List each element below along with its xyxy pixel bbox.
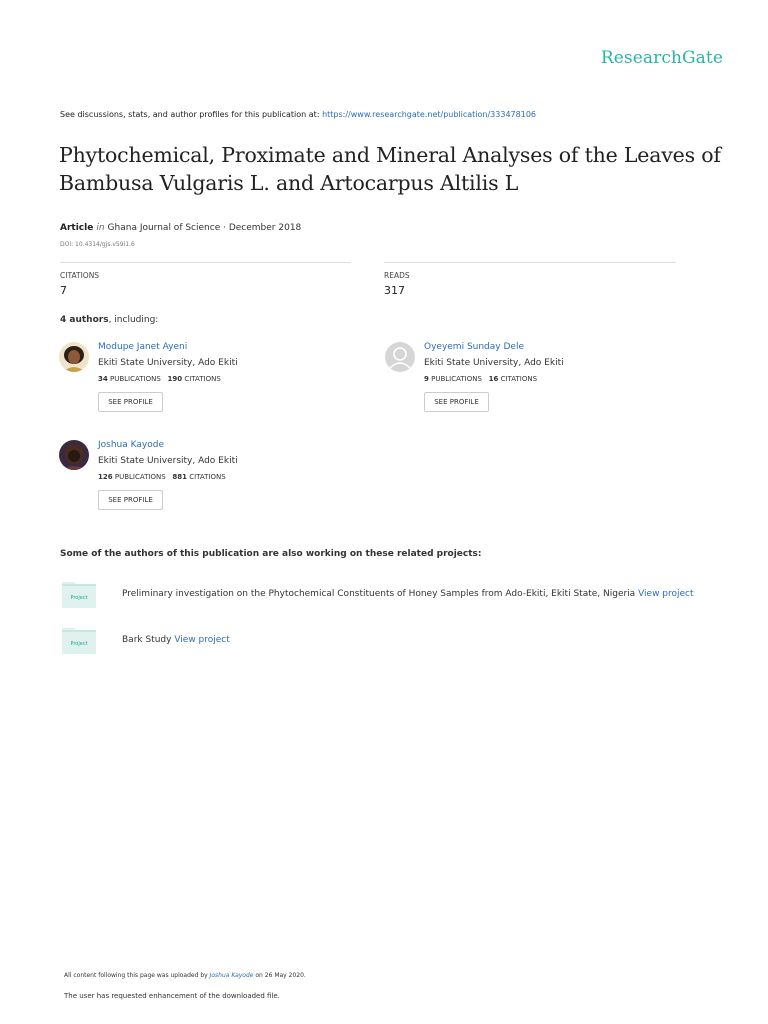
project-name: Bark Study — [122, 635, 172, 645]
related-projects-heading: Some of the authors of this publication are also working on these related projects: — [60, 549, 482, 559]
publications-count: 34 — [98, 375, 108, 383]
author-name[interactable]: Modupe Janet Ayeni — [98, 342, 188, 352]
publication-date: · December 2018 — [223, 223, 302, 233]
citations-count: 190 — [167, 375, 183, 383]
author-counts — [98, 473, 226, 481]
see-profile-button[interactable]: SEE PROFILE — [98, 392, 163, 412]
project-name: Preliminary investigation on the Phytochemical Constituents of Honey Samples from Ado-Ekiti, Ekiti State, Nigeria — [122, 589, 636, 599]
author-affiliation: Ekiti State University, Ado Ekiti — [98, 358, 238, 368]
author-affiliation: Ekiti State University, Ado Ekiti — [424, 358, 564, 368]
citations-label: CITATIONS — [500, 375, 538, 383]
uploader-link[interactable]: Joshua Kayode — [209, 972, 254, 979]
upload-prefix: All content following this page was uploaded by — [64, 972, 208, 979]
default-avatar-icon — [385, 342, 415, 372]
researchgate-logo[interactable]: ResearchGate — [600, 48, 723, 68]
publications-label: PUBLICATIONS — [114, 473, 166, 481]
see-profile-button[interactable]: SEE PROFILE — [98, 490, 163, 510]
project-title — [122, 589, 694, 599]
citations-label: CITATIONS — [189, 473, 226, 481]
project-folder-icon — [62, 626, 96, 654]
reads-label: READS — [384, 271, 410, 280]
author-photo-icon — [59, 342, 89, 372]
citations-count: 881 — [172, 473, 187, 481]
authors-count: 4 authors — [60, 315, 109, 325]
author-avatar[interactable] — [59, 440, 89, 470]
publication-title: Phytochemical, Proximate and Mineral Analyses of the Leaves of Bambusa Vulgaris L. and Artocarpus Altilis L — [59, 143, 721, 195]
citations-label: CITATIONS — [184, 375, 221, 383]
project-folder-icon — [62, 580, 96, 608]
reads-value: 317 — [384, 284, 405, 297]
author-name[interactable]: Joshua Kayode — [98, 440, 164, 450]
project-title — [122, 635, 230, 645]
publications-count: 126 — [98, 473, 113, 481]
doi: DOI: 10.4314/gjs.v59i1.6 — [60, 241, 135, 248]
publications-label: PUBLICATIONS — [109, 375, 161, 383]
journal-name[interactable]: Ghana Journal of Science — [107, 223, 221, 233]
author-card — [59, 342, 339, 422]
author-card — [59, 440, 339, 520]
citations-value: 7 — [60, 284, 67, 297]
upload-suffix: on 26 May 2020. — [255, 972, 306, 979]
related-project — [62, 626, 722, 656]
citations-count: 16 — [488, 375, 499, 383]
related-project — [62, 580, 722, 610]
publication-url-link[interactable]: https://www.researchgate.net/publication/333478106 — [322, 110, 536, 119]
project-icon-label: Project — [70, 595, 88, 601]
author-counts — [424, 375, 537, 383]
author-affiliation: Ekiti State University, Ado Ekiti — [98, 456, 238, 466]
author-name[interactable]: Oyeyemi Sunday Dele — [424, 342, 524, 352]
upload-note — [64, 972, 306, 979]
view-project-link[interactable]: View project — [638, 589, 694, 599]
publication-type: Article — [60, 223, 94, 233]
publications-count: 9 — [424, 375, 429, 383]
view-project-link[interactable]: View project — [174, 635, 230, 645]
authors-including: , including: — [108, 315, 159, 325]
author-avatar[interactable] — [59, 342, 89, 372]
citations-label: CITATIONS — [60, 271, 100, 280]
authors-heading — [60, 315, 158, 325]
discussion-line — [60, 110, 536, 119]
see-profile-button[interactable]: SEE PROFILE — [424, 392, 489, 412]
author-photo-icon — [59, 440, 89, 470]
publication-meta — [60, 223, 301, 233]
author-card — [385, 342, 665, 422]
author-counts — [98, 375, 221, 383]
in-word: in — [96, 223, 105, 233]
enhancement-note: The user has requested enhancement of the downloaded file. — [64, 992, 280, 1000]
citations-divider — [60, 262, 351, 263]
discussion-text: See discussions, stats, and author profiles for this publication at: — [60, 110, 323, 119]
reads-divider — [384, 262, 676, 263]
publications-label: PUBLICATIONS — [431, 375, 482, 383]
project-icon-label: Project — [70, 641, 88, 647]
author-avatar[interactable] — [385, 342, 415, 372]
